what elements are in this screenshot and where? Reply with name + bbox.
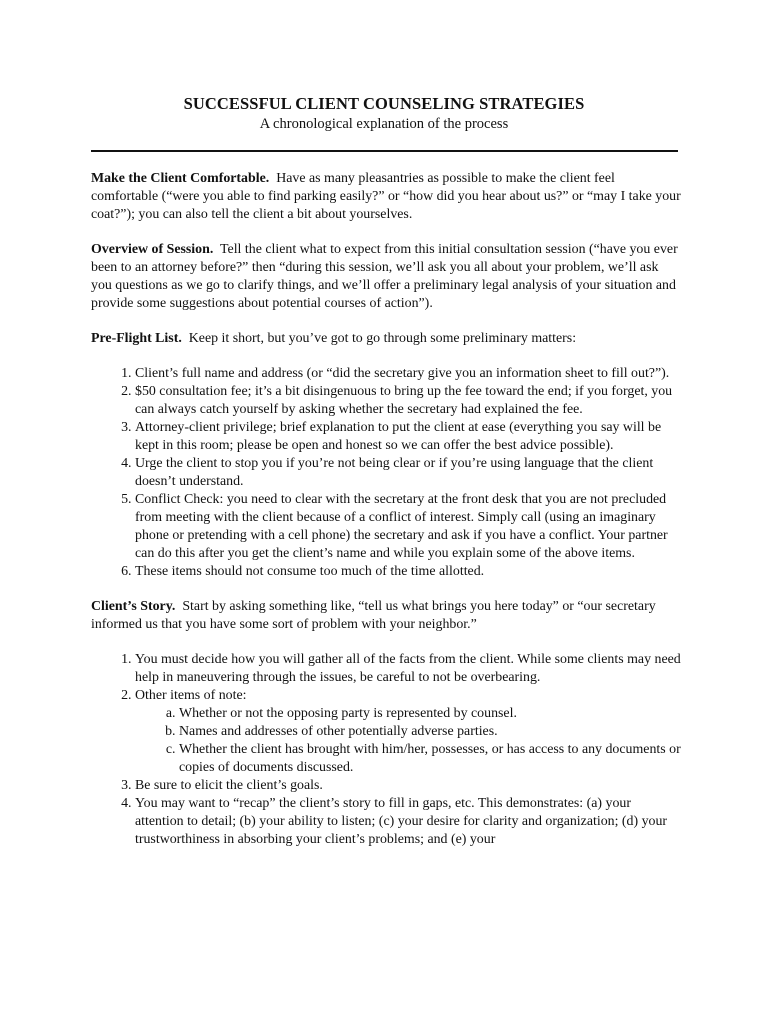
- section-heading: Client’s Story.: [91, 599, 176, 614]
- title-divider: [91, 150, 678, 152]
- list-item: 4. You may want to “recap” the client’s story to fill in gaps, etc. This demonstrates: (a) your attention to detail; (b) your ability to listen; (c) your desire for clarity and organization; (d) your trustworthiness in absorbing your client’s problems; and (e) your: [135, 795, 681, 849]
- section-heading: Make the Client Comfortable.: [91, 171, 270, 186]
- list-item: 6. These items should not consume too much of the time allotted.: [135, 563, 681, 581]
- section-story: [91, 598, 681, 634]
- list-item: 3. Attorney-client privilege; brief explanation to put the client at ease (everything you say will be kept in this room; please be open and honest so we can offer the best advice possible).: [135, 419, 681, 455]
- section-comfortable: [91, 170, 681, 224]
- sublist-item: c. Whether the client has brought with him/her, possesses, or has access to any documents or copies of documents discussed.: [179, 741, 681, 777]
- section-text: Tell the client what to expect from this initial consultation session (“have you ever been to an attorney before?” then “during this session, we’ll ask you all about your problem, we’ll ask you questions as we go to clarify things, and we’ll offer a preliminary legal analysis of your situation and provide some suggestions about potential courses of action”).: [91, 242, 678, 311]
- story-list: [91, 651, 681, 849]
- document-title: SUCCESSFUL CLIENT COUNSELING STRATEGIES: [183, 94, 585, 113]
- preflight-list: [91, 365, 681, 581]
- list-item: 5. Conflict Check: you need to clear with the secretary at the front desk that you are not precluded from meeting with the client because of a conflict of interest. Simply call (using an imaginary phone or pretending with a cell phone) the secretary and ask if you have a conflict. Your partner can do this after you get the client’s name and while you explain some of the above items.: [135, 491, 681, 563]
- section-text: Start by asking something like, “tell us what brings you here today” or “our secretary informed us that you have some sort of problem with your neighbor.”: [91, 599, 656, 632]
- list-item-text: Other items of note:: [135, 688, 247, 703]
- section-preflight: [91, 330, 681, 348]
- section-overview: [91, 241, 681, 313]
- sublist: [135, 705, 681, 777]
- sublist-item: b. Names and addresses of other potentially adverse parties.: [179, 723, 681, 741]
- section-heading: Overview of Session.: [91, 242, 214, 257]
- section-heading: Pre-Flight List.: [91, 331, 182, 346]
- section-text: Keep it short, but you’ve got to go through some preliminary matters:: [188, 331, 577, 346]
- list-item: 3. Be sure to elicit the client’s goals.: [135, 777, 681, 795]
- document-subtitle: A chronological explanation of the process: [259, 116, 509, 132]
- sublist-item: a. Whether or not the opposing party is represented by counsel.: [179, 705, 681, 723]
- list-item: [135, 687, 681, 777]
- section-text: Have as many pleasantries as possible to make the client feel comfortable (“were you able to find parking easily?” or “how did you hear about us?” or “may I take your coat?”); you can also tell the client a bit about yourselves.: [91, 171, 681, 222]
- list-item: 2. $50 consultation fee; it’s a bit disingenuous to bring up the fee toward the end; if you forget, you can always catch yourself by asking whether the secretary had explained the fee.: [135, 383, 681, 419]
- document-body: [91, 170, 681, 866]
- list-item: 1. You must decide how you will gather all of the facts from the client. While some clients may need help in maneuvering through the issues, be careful to not be overbearing.: [135, 651, 681, 687]
- list-item: 1. Client’s full name and address (or “did the secretary give you an information sheet to fill out?”).: [135, 365, 681, 383]
- list-item: 4. Urge the client to stop you if you’re not being clear or if you’re using language that the client doesn’t understand.: [135, 455, 681, 491]
